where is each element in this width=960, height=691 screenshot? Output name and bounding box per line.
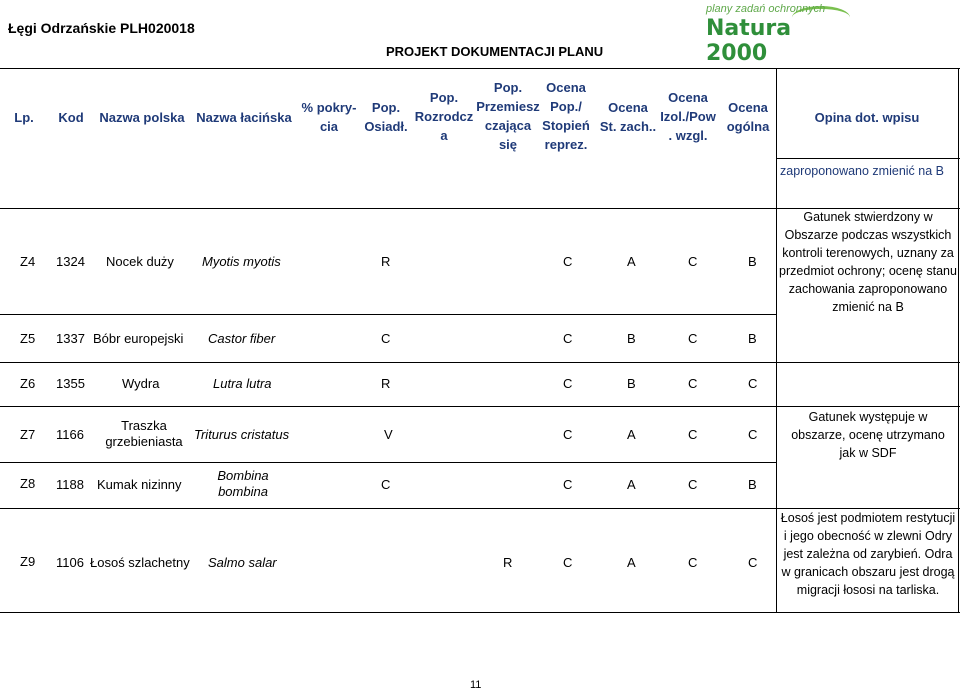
nazwa-polska-cell: Kumak nizinny bbox=[97, 477, 182, 492]
kod-cell: 1188 bbox=[56, 477, 84, 492]
izol-cell: C bbox=[688, 555, 698, 570]
natura-2000-logo bbox=[700, 2, 852, 66]
col-ogolna-header: Ocena ogólna bbox=[726, 100, 770, 134]
kod-cell: 1106 bbox=[56, 555, 84, 570]
nazwa-polska-cell: Wydra bbox=[122, 376, 160, 391]
table-border-right bbox=[958, 68, 959, 612]
row-divider bbox=[0, 362, 960, 363]
pop-cell: C bbox=[381, 331, 391, 346]
lp-cell: Z6 bbox=[20, 376, 36, 391]
pop-cell: R bbox=[381, 254, 391, 269]
column-divider bbox=[776, 68, 777, 612]
table-border-top bbox=[0, 68, 960, 69]
col-stopien-header: Ocena Pop./ Stopień reprez. bbox=[542, 80, 590, 152]
stopien-cell: C bbox=[563, 376, 573, 391]
stopien-cell: C bbox=[563, 477, 573, 492]
nazwa-lacinska-cell: Lutra lutra bbox=[213, 376, 272, 391]
lp-cell: Z8 bbox=[20, 476, 36, 491]
pop-cell: R bbox=[503, 555, 513, 570]
stopien-cell: C bbox=[563, 331, 573, 346]
opinia-cell: Łosoś jest podmiotem restytucji i jego obecność w zlewni Odry jest zależna od zarybień. Odra w granicach obszaru jest drogą migracji łososi na tarliska. bbox=[780, 511, 956, 597]
stopien-cell: C bbox=[563, 427, 573, 442]
izol-cell: C bbox=[688, 427, 698, 442]
col-pokrycia-header: % pokry- cia bbox=[301, 100, 357, 134]
logo-name: Natura 2000 bbox=[706, 16, 792, 66]
opinia-cell: Gatunek stwierdzony w Obszarze podczas wszystkich kontroli terenowych, uznany za przedmiot ochrony; ocenę stanu zachowania zaproponowano zmienić na B bbox=[779, 210, 957, 314]
st-zach-cell: A bbox=[627, 555, 636, 570]
site-title: Łęgi Odrzańskie PLH020018 bbox=[8, 20, 195, 36]
col-rozrodcza-header: Pop. Rozrodcz a bbox=[414, 90, 474, 143]
nazwa-polska-cell: Nocek duży bbox=[106, 254, 174, 269]
col-przemieszczajaca-header: Pop. Przemiesz czająca się bbox=[476, 80, 540, 152]
col-st-zach-header: Ocena St. zach.. bbox=[599, 100, 657, 134]
nazwa-polska-cell: Bóbr europejski bbox=[93, 331, 184, 346]
row-divider bbox=[0, 406, 960, 407]
nazwa-polska-cell: Traszka grzebieniasta bbox=[105, 418, 183, 449]
ogolna-cell: B bbox=[748, 331, 757, 346]
document-title: PROJEKT DOKUMENTACJI PLANU bbox=[386, 44, 604, 59]
nazwa-lacinska-cell: Salmo salar bbox=[208, 555, 277, 570]
ogolna-cell: B bbox=[748, 254, 757, 269]
nazwa-lacinska-cell: Triturus cristatus bbox=[194, 427, 290, 442]
col-opinia-header: Opina dot. wpisu bbox=[814, 110, 920, 125]
header-divider bbox=[776, 158, 960, 159]
st-zach-cell: A bbox=[627, 254, 636, 269]
izol-cell: C bbox=[688, 254, 698, 269]
nazwa-lacinska-cell: Castor fiber bbox=[208, 331, 276, 346]
nazwa-lacinska-cell: Bombina bombina bbox=[217, 468, 269, 499]
page-number: 11 bbox=[470, 679, 482, 691]
lp-cell: Z7 bbox=[20, 427, 36, 442]
table-border-bottom bbox=[0, 612, 960, 613]
lp-cell: Z9 bbox=[20, 554, 36, 569]
ogolna-cell: C bbox=[748, 555, 758, 570]
ogolna-cell: C bbox=[748, 427, 758, 442]
nazwa-lacinska-cell: Myotis myotis bbox=[202, 254, 281, 269]
col-nazwa-polska-header: Nazwa polska bbox=[99, 110, 185, 125]
logo-tagline: plany zadań ochronnych bbox=[706, 3, 826, 15]
ogolna-cell: C bbox=[748, 376, 758, 391]
col-lp-header: Lp. bbox=[14, 110, 34, 125]
kod-cell: 1337 bbox=[56, 331, 85, 346]
col-kod-header: Kod bbox=[58, 110, 84, 125]
stopien-cell: C bbox=[563, 254, 573, 269]
stopien-cell: C bbox=[563, 555, 573, 570]
col-nazwa-lacinska-header: Nazwa łacińska bbox=[196, 110, 292, 125]
pop-cell: V bbox=[384, 427, 393, 442]
izol-cell: C bbox=[688, 331, 698, 346]
izol-cell: C bbox=[688, 477, 698, 492]
kod-cell: 1166 bbox=[56, 427, 84, 442]
ogolna-cell: B bbox=[748, 477, 757, 492]
pop-cell: R bbox=[381, 376, 391, 391]
row-divider bbox=[0, 462, 776, 463]
kod-cell: 1324 bbox=[56, 254, 85, 269]
kod-cell: 1355 bbox=[56, 376, 85, 391]
lp-cell: Z4 bbox=[20, 254, 36, 269]
col-izol-header: Ocena Izol./Pow . wzgl. bbox=[660, 90, 716, 143]
pop-cell: C bbox=[381, 477, 391, 492]
st-zach-cell: B bbox=[627, 331, 636, 346]
row-divider bbox=[0, 314, 776, 315]
col-opinia-subheader: zaproponowano zmienić na B bbox=[780, 164, 944, 178]
lp-cell: Z5 bbox=[20, 331, 36, 346]
st-zach-cell: A bbox=[627, 477, 636, 492]
nazwa-polska-cell: Łosoś szlachetny bbox=[90, 555, 190, 570]
izol-cell: C bbox=[688, 376, 698, 391]
st-zach-cell: A bbox=[627, 427, 636, 442]
col-osiadl-header: Pop. Osiadł. bbox=[364, 100, 408, 134]
st-zach-cell: B bbox=[627, 376, 636, 391]
opinia-cell: Gatunek występuje w obszarze, ocenę utrzymano jak w SDF bbox=[791, 410, 945, 460]
